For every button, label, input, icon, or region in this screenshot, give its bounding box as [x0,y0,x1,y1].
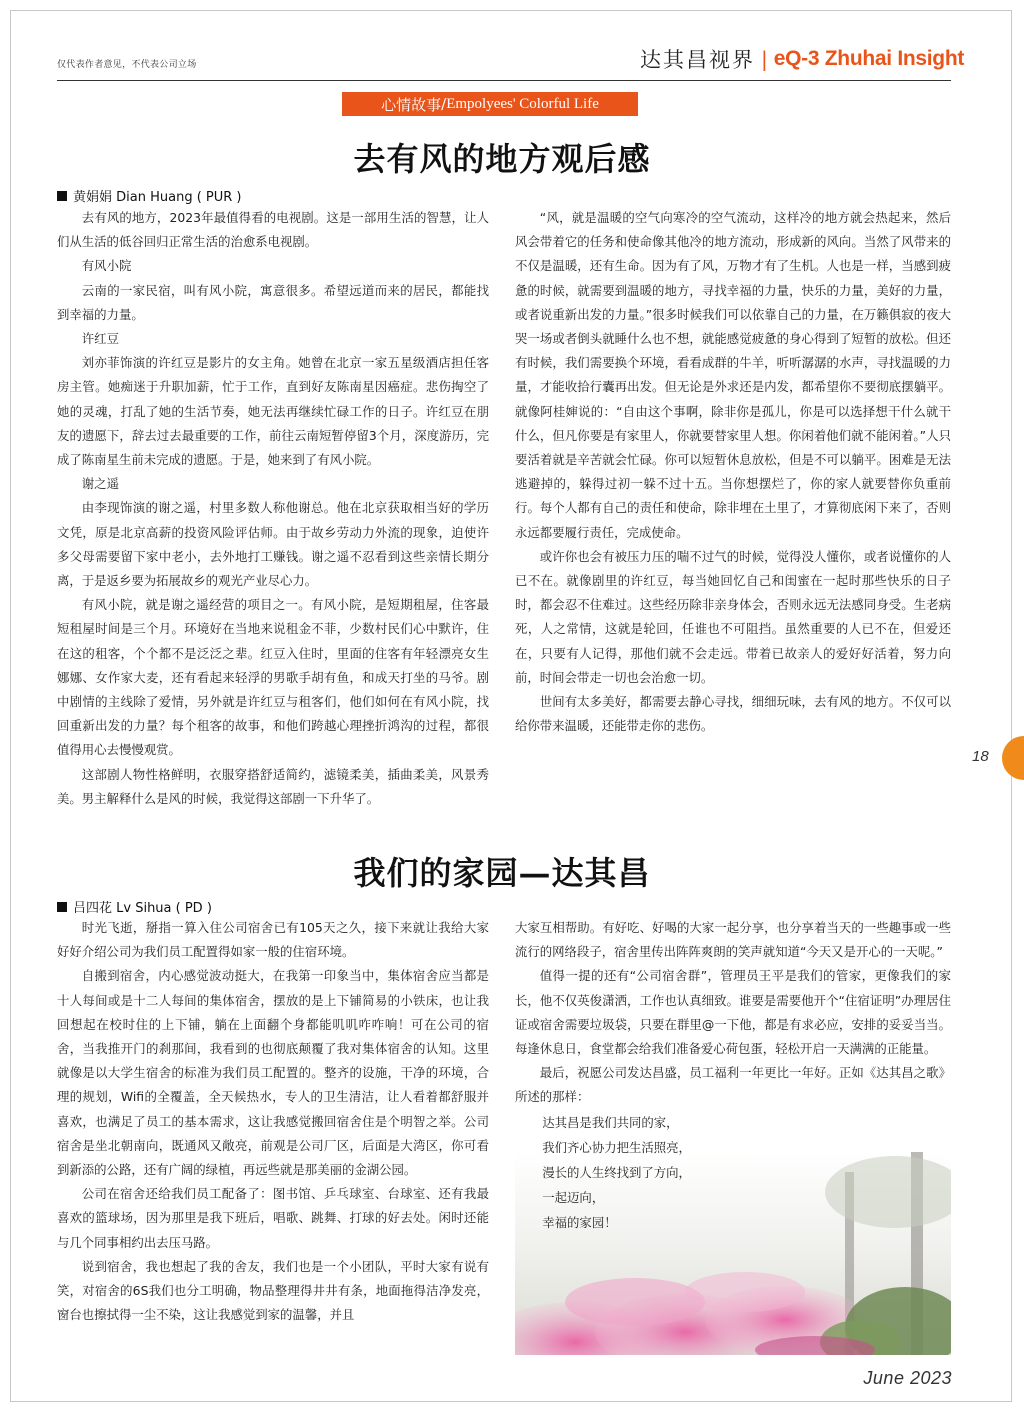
poem-line: 我们齐心协力把生活照亮， [542,1139,691,1155]
paragraph: 大家互相帮助。有好吃、好喝的大家一起分享，也分享着当天的一些趣事或一些流行的网络段子，宿舍里传出阵阵爽朗的笑声就知道“今天又是开心的一天呢。” [515,920,951,960]
article2-right-column [515,916,951,1356]
paragraph: 时光飞逝，掰指一算入住公司宿舍已有105天之久，接下来就让我给大家好好介绍公司为我们员工配置得如家一般的住宿环境。 [57,920,489,960]
paragraph: “风，就是温暖的空气向寒冷的空气流动，这样冷的地方就会热起来，然后风会带着它的任务和使命像其他冷的地方流动，形成新的风向。当然了风带来的不仅是温暖，还有生命。因为有了风，万物才有了生机。人也是一样，当感到疲惫的时候，就需要到温暖的地方，寻找幸福的力量，快乐的力量，美好的力量，或者说重新出发的力量。”很多时候我们可以依靠自己的力量，在万籁俱寂的夜大哭一场或者倒头就睡什么也不想，就能感觉疲惫的身心得到了短暂的放松。但还有时候，我们需要换个环境，看看成群的牛羊，听听潺潺的水声，寻找温暖的力量，才能收拾行囊再出发。但无论是外求还是内发，都希望你不要彻底摆躺平。就像阿桂婶说的：“自由这个事啊，除非你是孤儿，你是可以选择想干什么就干什么，但凡你要是有家里人，你就要替家里人想。你闲着他们就不能闲着。”人只要活着就是辛苦就会忙碌。你可以短暂休息放松，但是不可以躺平。困难是无法逃避掉的，躲得过初一躲不过十五。当你想摆烂了，你的家人就要替你负重前行。每个人都有自己的责任和使命，除非埋在土里了，才算彻底闲下来了，否则永远都要履行责任，完成使命。 [515,210,951,540]
poem-line: 达其昌是我们共同的家， [542,1114,679,1130]
paragraph: 刘亦菲饰演的许红豆是影片的女主角。她曾在北京一家五星级酒店担任客房主管。她痴迷于升职加薪，忙于工作，直到好友陈南星因癌症。悲伤掏空了她的灵魂，打乱了她的生活节奏，她无法再继续忙碌工作的日子。许红豆在朋友的遗愿下，辞去过去最重要的工作，前往云南短暂停留3个月，深度游历，完成了陈南星生前未完成的遗愿。于是，她来到了有风小院。 [57,355,489,468]
article1-author-name: 黄娟娟 Dian Huang ( PUR ) [73,190,242,205]
article1-author [57,186,242,205]
poem-line: 幸福的家园！ [542,1214,617,1230]
paragraph: 最后，祝愿公司发达昌盛，员工福利一年更比一年好。正如《达其昌之歌》所述的那样： [515,1065,951,1105]
brand-chinese: 达其昌视界 [640,48,755,72]
section-bar [342,92,638,116]
magazine-brand [640,44,964,74]
paragraph: 自搬到宿舍，内心感觉波动挺大，在我第一印象当中，集体宿舍应当都是十人每间或是十二人每间的集体宿舍，摆放的是上下铺简易的小铁床，也让我回想起在校时住的上下铺，躺在上面翻个身都能叽叽咋咋响！可在公司的宿舍，当我推开门的刹那间，我看到的也彻底颠覆了我对集体宿舍的认知。这里就像是以大学生宿舍的标准为我们员工配置的。整齐的设施，干净的环境，合理的规划，Wifi的全覆盖，全天候热水，专人的卫生清洁，让人看着都舒服并喜欢，也满足了员工的基本需求，这让我感觉搬回宿舍住是个明智之举。公司宿舍是坐北朝南向，既通风又敞亮，前观是公司厂区，后面是大湾区，你可看到新添的公路，还有广阔的绿植，再远些就是那美丽的金湖公园。 [57,968,489,1178]
article1-title: 去有风的地方观后感 [353,140,651,178]
paragraph: 或许你也会有被压力压的喘不过气的时候，觉得没人懂你，或者说懂你的人已不在。就像剧里的许红豆，每当她回忆自己和闺蜜在一起时那些快乐的日子时，都会忍不住难过。这些经历除非亲身体会，否则永远无法感同身受。生老病死，人之常情，这就是轮回，任谁也不可阻挡。虽然重要的人已不在，但爱还在，只要有人记得，那他们就不会走远。带着已故亲人的爱好好活着，努力向前，时间会带走一切也会治愈一切。 [515,548,951,685]
paragraph: 有风小院，就是谢之遥经营的项目之一。有风小院，是短期租屋，住客最短租屋时间是三个月。环境好在当地来说租金不菲，少数村民们心中默许，住在这的租客，个个都不是泛泛之辈。红豆入住时，里面的住客有年轻漂亮女生娜娜、女作家大麦，还有看起来轻浮的男歌手胡有鱼，和成天打坐的马爷。剧中剧情的主线除了爱情，另外就是许红豆与租客们，他们如何在有风小院，找回重新出发的力量？每个租客的故事，和他们跨越心理挫折鸿沟的过程，都很值得用心去慢慢观赏。 [57,597,489,758]
paragraph: 这部剧人物性格鲜明，衣服穿搭舒适简约，滤镜柔美，插曲柔美，风景秀美。男主解释什么是风的时候，我觉得这部剧一下升华了。 [57,766,489,806]
poem-line: 漫长的人生终找到了方向， [542,1164,691,1180]
page-number: 18 [972,748,989,765]
paragraph: 公司在宿舍还给我们员工配备了：图书馆、乒乓球室、台球室、还有我最喜欢的篮球场，因为那里是我下班后，唱歌、跳舞、打球的好去处。闲时还能与几个同事相约出去压马路。 [57,1186,489,1250]
subheading: 谢之遥 [81,476,119,492]
paragraph: 值得一提的还有“公司宿舍群”，管理员王平是我们的管家，更像我们的家长，他不仅英俊潇洒，工作也认真细致。谁要是需要他开个“住宿证明”办理居住证或宿舍需要垃圾袋，只要在群里@一下他，都是有求必应，安排的妥妥当当。每逢休息日，食堂都会给我们准备爱心荷包蛋，轻松开启一天满满的正能量。 [515,968,951,1057]
section-title-en: Empolyees' Colorful Life [446,95,599,112]
section-separator: / [441,95,447,113]
brand-english: eQ-3 Zhuhai Insight [773,47,965,70]
article2-left-column [57,916,489,1356]
disclaimer: 仅代表作者意见，不代表公司立场 [57,60,197,70]
paragraph: 说到宿舍，我也想起了我的舍友，我们也是一个小团队，平时大家有说有笑，对宿舍的6S我们也分工明确，物品整理得井井有条，地面拖得洁净发亮，窗台也擦拭得一尘不染，这让我感觉到家的温馨，并且 [57,1258,489,1323]
article1-left-column [57,206,489,838]
section-title-cn: 心情故事 [381,95,442,114]
article1-right-column [515,206,951,826]
subheading: 有风小院 [81,258,132,274]
issue-date: June 2023 [863,1368,952,1388]
author-bullet-icon [57,191,67,201]
paragraph: 世间有太多美好，都需要去静心寻找，细细玩味，去有风的地方。不仅可以给你带来温暖，还能带走你的悲伤。 [515,694,951,734]
article2-author-name: 吕四花 Lv Sihua ( PD ) [73,901,212,916]
header-rule [57,80,951,81]
author-bullet-icon [57,902,67,912]
article2-title: 我们的家园—达其昌 [353,854,651,892]
article2-author [57,897,212,916]
brand-separator: | [761,47,768,71]
paragraph: 由李现饰演的谢之遥，村里多数人称他谢总。他在北京获取相当好的学历文凭，原是北京高薪的投资风险评估师。由于故乡劳动力外流的现象，迫使许多父母需要留下家中老小，去外地打工赚钱。谢之遥不忍看到这些亲情长期分离，于是返乡要为拓展故乡的观光产业尽心力。 [57,500,489,589]
paragraph: 去有风的地方，2023年最值得看的电视剧。这是一部用生活的智慧，让人们从生活的低谷回归正常生活的治愈系电视剧。 [57,210,489,250]
poem-line: 一起迈向， [542,1189,605,1205]
paragraph: 云南的一家民宿，叫有风小院，寓意很多。希望远道而来的居民，都能找到幸福的力量。 [57,282,489,322]
subheading: 许红豆 [81,331,119,347]
